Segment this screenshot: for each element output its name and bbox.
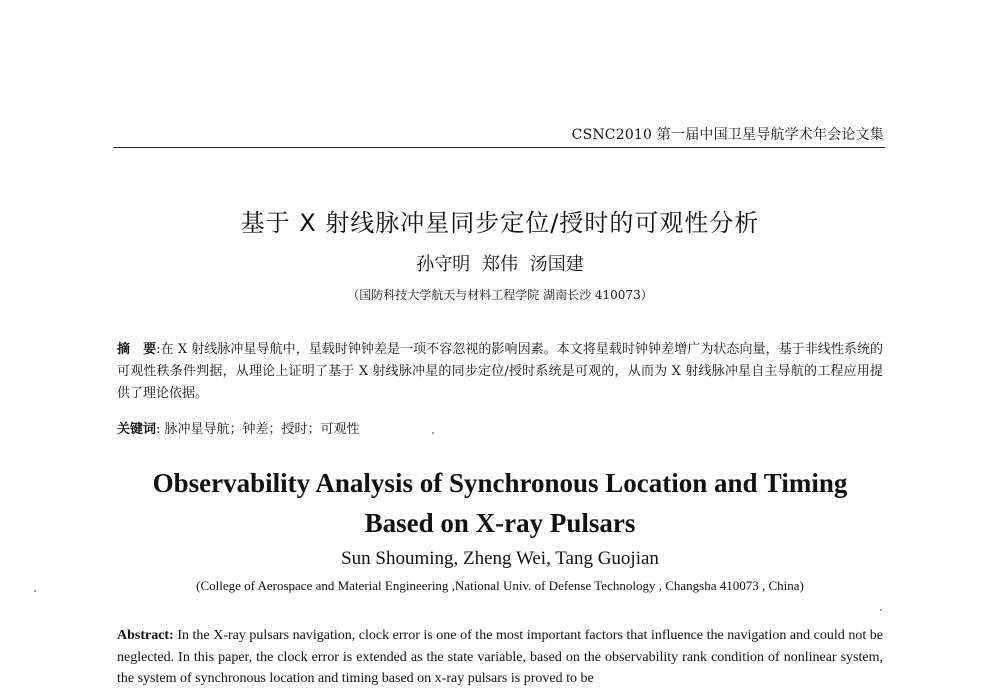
scan-speck (432, 432, 434, 434)
title-chinese: 基于 X 射线脉冲星同步定位/授时的可观性分析 (240, 209, 760, 237)
keywords-text-chinese: : 脉冲星导航；钟差；授时；可观性 (156, 422, 360, 437)
abstract-label-english: Abstract: (117, 628, 174, 643)
abstract-text-english: In the X-ray pulsars navigation, clock error is one of the most important factors that influence the navigation and could not be neglected. In this paper, the clock error is extended as the state variable, based on the observability rank condition of nonlinear system, the system of synchronous location and timing based on x-ray pulsars is proved to be (117, 628, 883, 686)
abstract-chinese (117, 339, 883, 405)
keywords-chinese (117, 418, 883, 437)
title-english-line2: Based on X-ray Pulsars (364, 508, 636, 538)
authors-chinese: 孙守明 郑伟 汤国建 (416, 254, 584, 275)
scan-speck (880, 609, 882, 611)
title-english (0, 463, 1000, 543)
abstract-english (117, 625, 883, 690)
keywords-label-chinese: 关键词 (117, 422, 157, 437)
authors-english: Sun Shouming, Zheng Wei, Tang Guojian (341, 548, 659, 569)
affiliation-english: (College of Aerospace and Material Engineering ,National Univ. of Defense Technology , Changsha 410073 , China) (196, 578, 804, 593)
abstract-text-chinese: :在 X 射线脉冲星导航中，星载时钟钟差是一项不容忽视的影响因素。本文将星载时钟钟差增广为状态向量，基于非线性系统的可观性秩条件判据，从理论上证明了基于 X 射线脉冲星的同步定位/授时系统是可观的，从而为 X 射线脉冲星自主导航的工程应用提供了理论依据。 (117, 342, 883, 401)
title-english-line1: Observability Analysis of Synchronous Location and Timing (152, 468, 848, 498)
abstract-label-chinese: 摘 要 (117, 342, 157, 357)
header-rule (113, 147, 885, 148)
scan-speck (34, 590, 36, 592)
proceedings-header: CSNC2010 第一届中国卫星导航学术年会论文集 (571, 127, 884, 143)
affiliation-chinese: （国防科技大学航天与材料工程学院 湖南长沙 410073） (347, 288, 653, 302)
